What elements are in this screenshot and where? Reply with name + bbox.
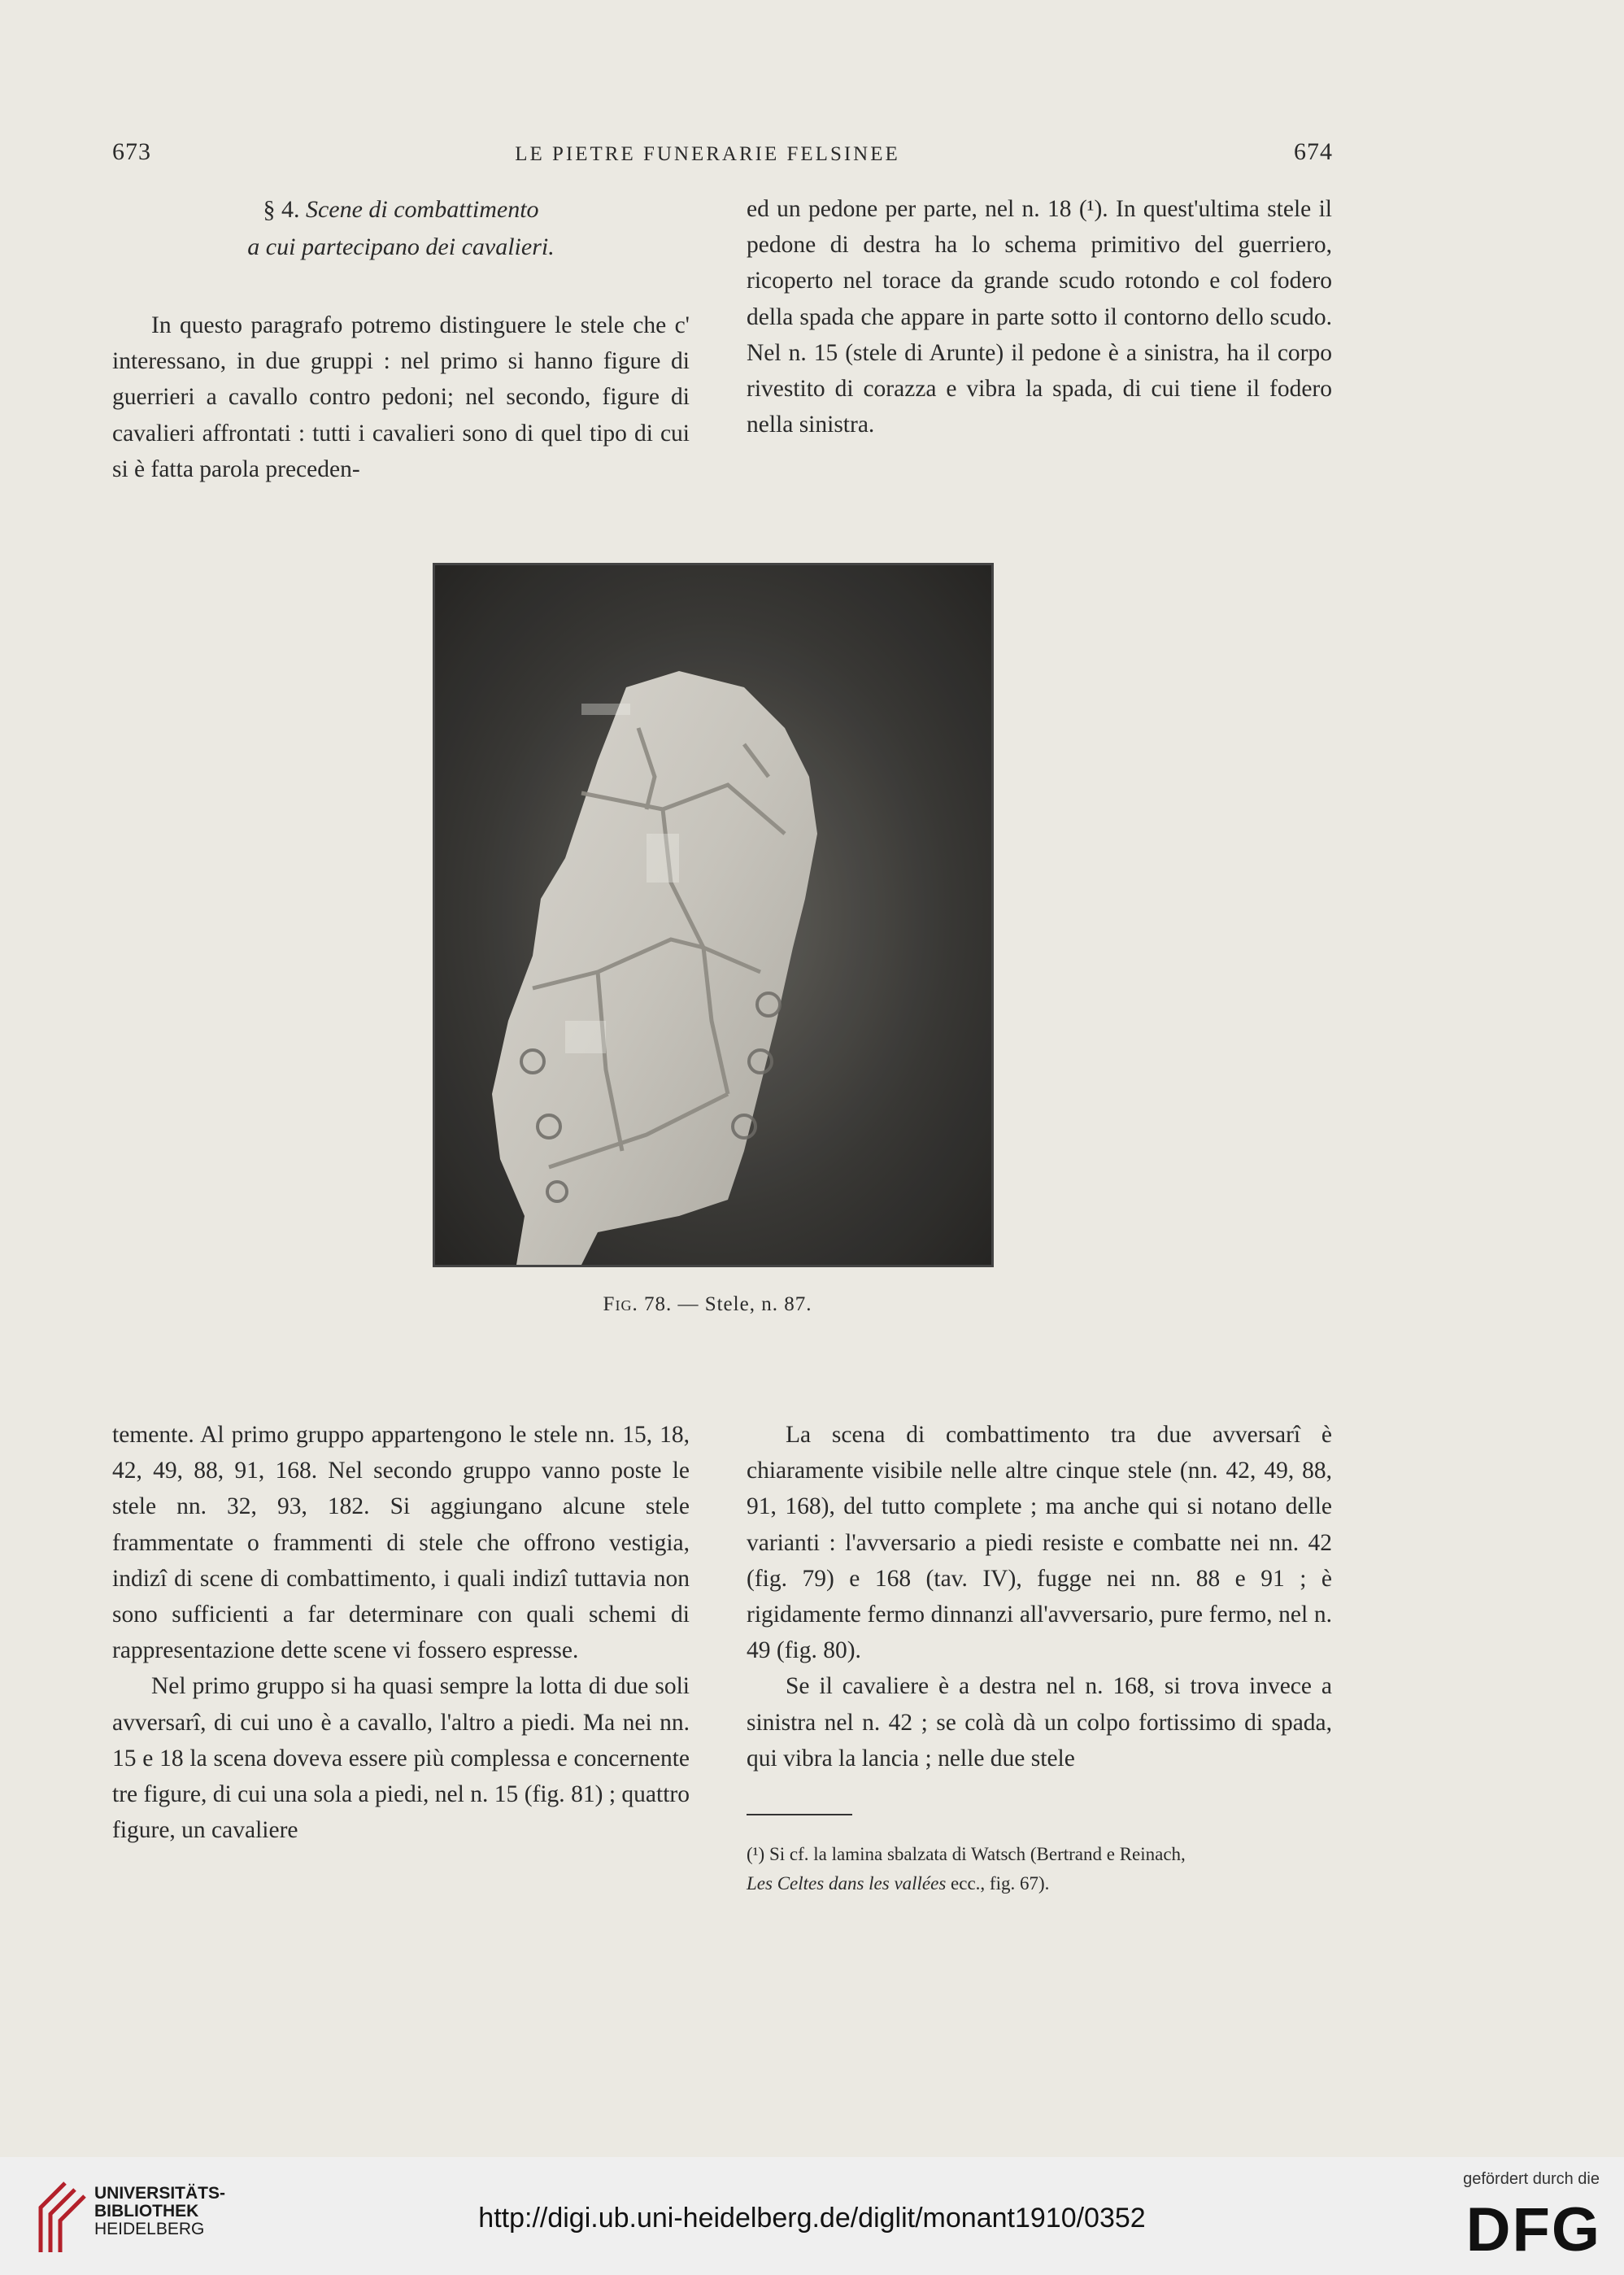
- caption-label: Fig. 78.: [603, 1293, 673, 1315]
- stele-image: [435, 565, 991, 1265]
- footnote-italic: Les Celtes dans les vallées: [747, 1873, 947, 1894]
- paragraph: In questo paragrafo potremo distinguere le stele che c' interessano, in due gruppi : nel primo si hanno figure di guerrieri a cavallo contro pedoni; nel secondo, figure di cavalieri affrontati : tutti i cavalieri sono di quel tipo di cui si è fatta parola preceden-: [112, 312, 690, 482]
- footnote-tail: ecc., fig. 67).: [951, 1873, 1050, 1894]
- library-line-2: BIBLIOTHEK: [94, 2202, 199, 2221]
- document-url-link[interactable]: http://digi.ub.uni-heidelberg.de/diglit/monant1910/0352: [478, 2203, 1146, 2234]
- stele-photograph: [433, 563, 994, 1267]
- library-line-1: UNIVERSITÄTS-: [94, 2184, 226, 2203]
- figure-caption: [0, 1293, 1415, 1316]
- library-line-3: HEIDELBERG: [94, 2220, 205, 2238]
- column-left-bottom: [112, 1417, 690, 1848]
- running-title: LE PIETRE FUNERARIE FELSINEE: [515, 143, 900, 165]
- footnote-rule: [747, 1814, 852, 1815]
- page-number-left: 673: [112, 138, 151, 165]
- dfg-logo: DFG: [1465, 2195, 1601, 2264]
- paragraph: La scena di combattimento tra due avversarî è chiaramente visibile nelle altre cinque stele (nn. 42, 49, 88, 91, 168), del tutto complete ; ma anche qui si notano delle varianti : l'avversario a piedi resiste e combatte nei nn. 42 (fig. 79) e 168 (tav. IV), fugge nei nn. 88 e 91 ; è rigidamente fermo dinnanzi all'avversario, pure fermo, nel n. 49 (fig. 80).: [747, 1422, 1332, 1664]
- paragraph: Se il cavaliere è a destra nel n. 168, si trova invece a sinistra nel n. 42 ; se colà dà un colpo fortissimo di spada, qui vibra la lancia ; nelle due stele: [747, 1673, 1332, 1772]
- section-title-line2: a cui partecipano dei cavalieri.: [247, 233, 555, 260]
- section-title-line1: Scene di combattimento: [305, 196, 539, 223]
- paragraph: Nel primo gruppo si ha quasi sempre la lotta di due soli avversarî, di cui uno è a cavallo, l'altro a piedi. Ma nei nn. 15 e 18 la scena doveva essere più complessa e concernente tre figure, di cui una sola a piedi, nel n. 15 (fig. 81) ; quattro figure, un cavaliere: [112, 1673, 690, 1844]
- paragraph: temente. Al primo gruppo appartengono le stele nn. 15, 18, 42, 49, 88, 91, 168. Nel secondo gruppo vanno poste le stele nn. 32, 93, 182. Si aggiungano alcune stele frammentate o frammenti di stele che offrono vestigia, indizî di scene di combattimento, i quali indizî tuttavia non sono sufficienti a far determinare con quali schemi di rappresentazione dette scene vi fossero espresse.: [112, 1422, 690, 1664]
- footnote: [747, 1840, 1332, 1898]
- column-right-bottom: [747, 1417, 1332, 1776]
- caption-text: — Stele, n. 87.: [677, 1293, 812, 1315]
- footer-bar: [0, 2157, 1624, 2275]
- section-number: § 4.: [263, 196, 300, 223]
- page-number-right: 674: [1294, 138, 1333, 165]
- column-left-top: [112, 307, 690, 487]
- funding-label: gefördert durch die: [1463, 2170, 1600, 2188]
- footnote-text: (¹) Si cf. la lamina sbalzata di Watsch (Bertrand e Reinach,: [747, 1844, 1186, 1864]
- section-heading: [112, 191, 690, 266]
- column-right-top: [747, 191, 1332, 442]
- paragraph: ed un pedone per parte, nel n. 18 (¹). In quest'ultima stele il pedone di destra ha lo schema primitivo del guerriero, ricoperto nel torace da grande scudo rotondo e col fodero della spada che appare in parte sotto il contorno dello scudo. Nel n. 15 (stele di Arunte) il pedone è a sinistra, ha il corpo rivestito di corazza e vibra la spada, di cui tiene il fodero nella sinistra.: [747, 196, 1332, 438]
